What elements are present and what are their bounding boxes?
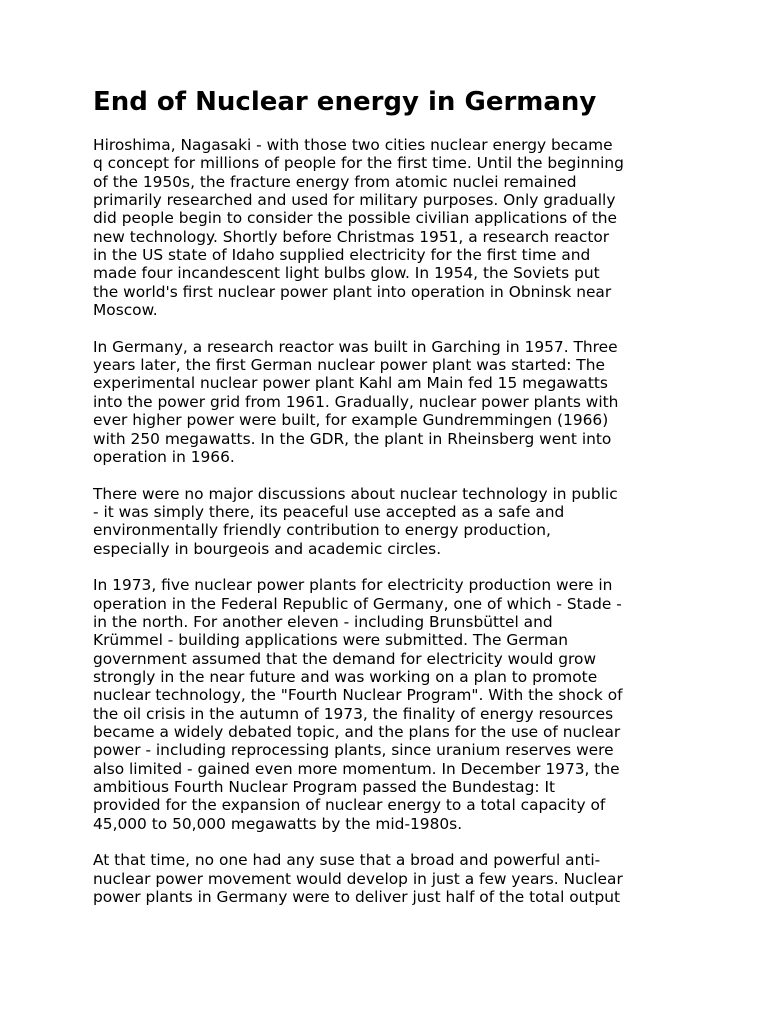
paragraph-1: Hiroshima, Nagasaki - with those two cities nuclear energy became q concept for millions of people for the first time. Until the beginning of the 1950s, the fracture energy from atomic nuclei remained primarily researched and used for military purposes. Only gradually did people begin to consider the possible civilian applications of the new technology. Shortly before Christmas 1951, a research reactor in the US state of Idaho supplied electricity for the first time and made four incandescent light bulbs glow. In 1954, the Soviets put the world's first nuclear power plant into operation in Obninsk near Moscow.: [93, 136, 624, 320]
paragraph-2: In Germany, a research reactor was built in Garching in 1957. Three years later, the first German nuclear power plant was started: The experimental nuclear power plant Kahl am Main fed 15 megawatts into the power grid from 1961. Gradually, nuclear power plants with ever higher power were built, for example Gundremmingen (1966) with 250 megawatts. In the GDR, the plant in Rheinsberg went into operation in 1966.: [93, 337, 619, 466]
paragraph-5: At that time, no one had any suse that a broad and powerful anti- nuclear power movement would develop in just a few years. Nuclear power plants in Germany were to deliver just half of the total output: [93, 851, 623, 907]
document-page: [93, 84, 678, 925]
paragraph-4: In 1973, five nuclear power plants for electricity production were in operation in the Federal Republic of Germany, one of which - Stade - in the north. For another eleven - including Brunsbüttel and Krümmel - building applications were submitted. The German government assumed that the demand for electricity would grow strongly in the near future and was working on a plan to promote nuclear technology, the "Fourth Nuclear Program". With the shock of the oil crisis in the autumn of 1973, the finality of energy resources became a widely debated topic, and the plans for the use of nuclear power - including reprocessing plants, since uranium reserves were also limited - gained even more momentum. In December 1973, the ambitious Fourth Nuclear Program passed the Bundestag: It provided for the expansion of nuclear energy to a total capacity of 45,000 to 50,000 megawatts by the mid-1980s.: [93, 576, 623, 833]
paragraph-3: There were no major discussions about nuclear technology in public - it was simply there, its peaceful use accepted as a safe and environmentally friendly contribution to energy production, especially in bourgeois and academic circles.: [93, 484, 618, 558]
document-title: End of Nuclear energy in Germany: [93, 87, 597, 117]
